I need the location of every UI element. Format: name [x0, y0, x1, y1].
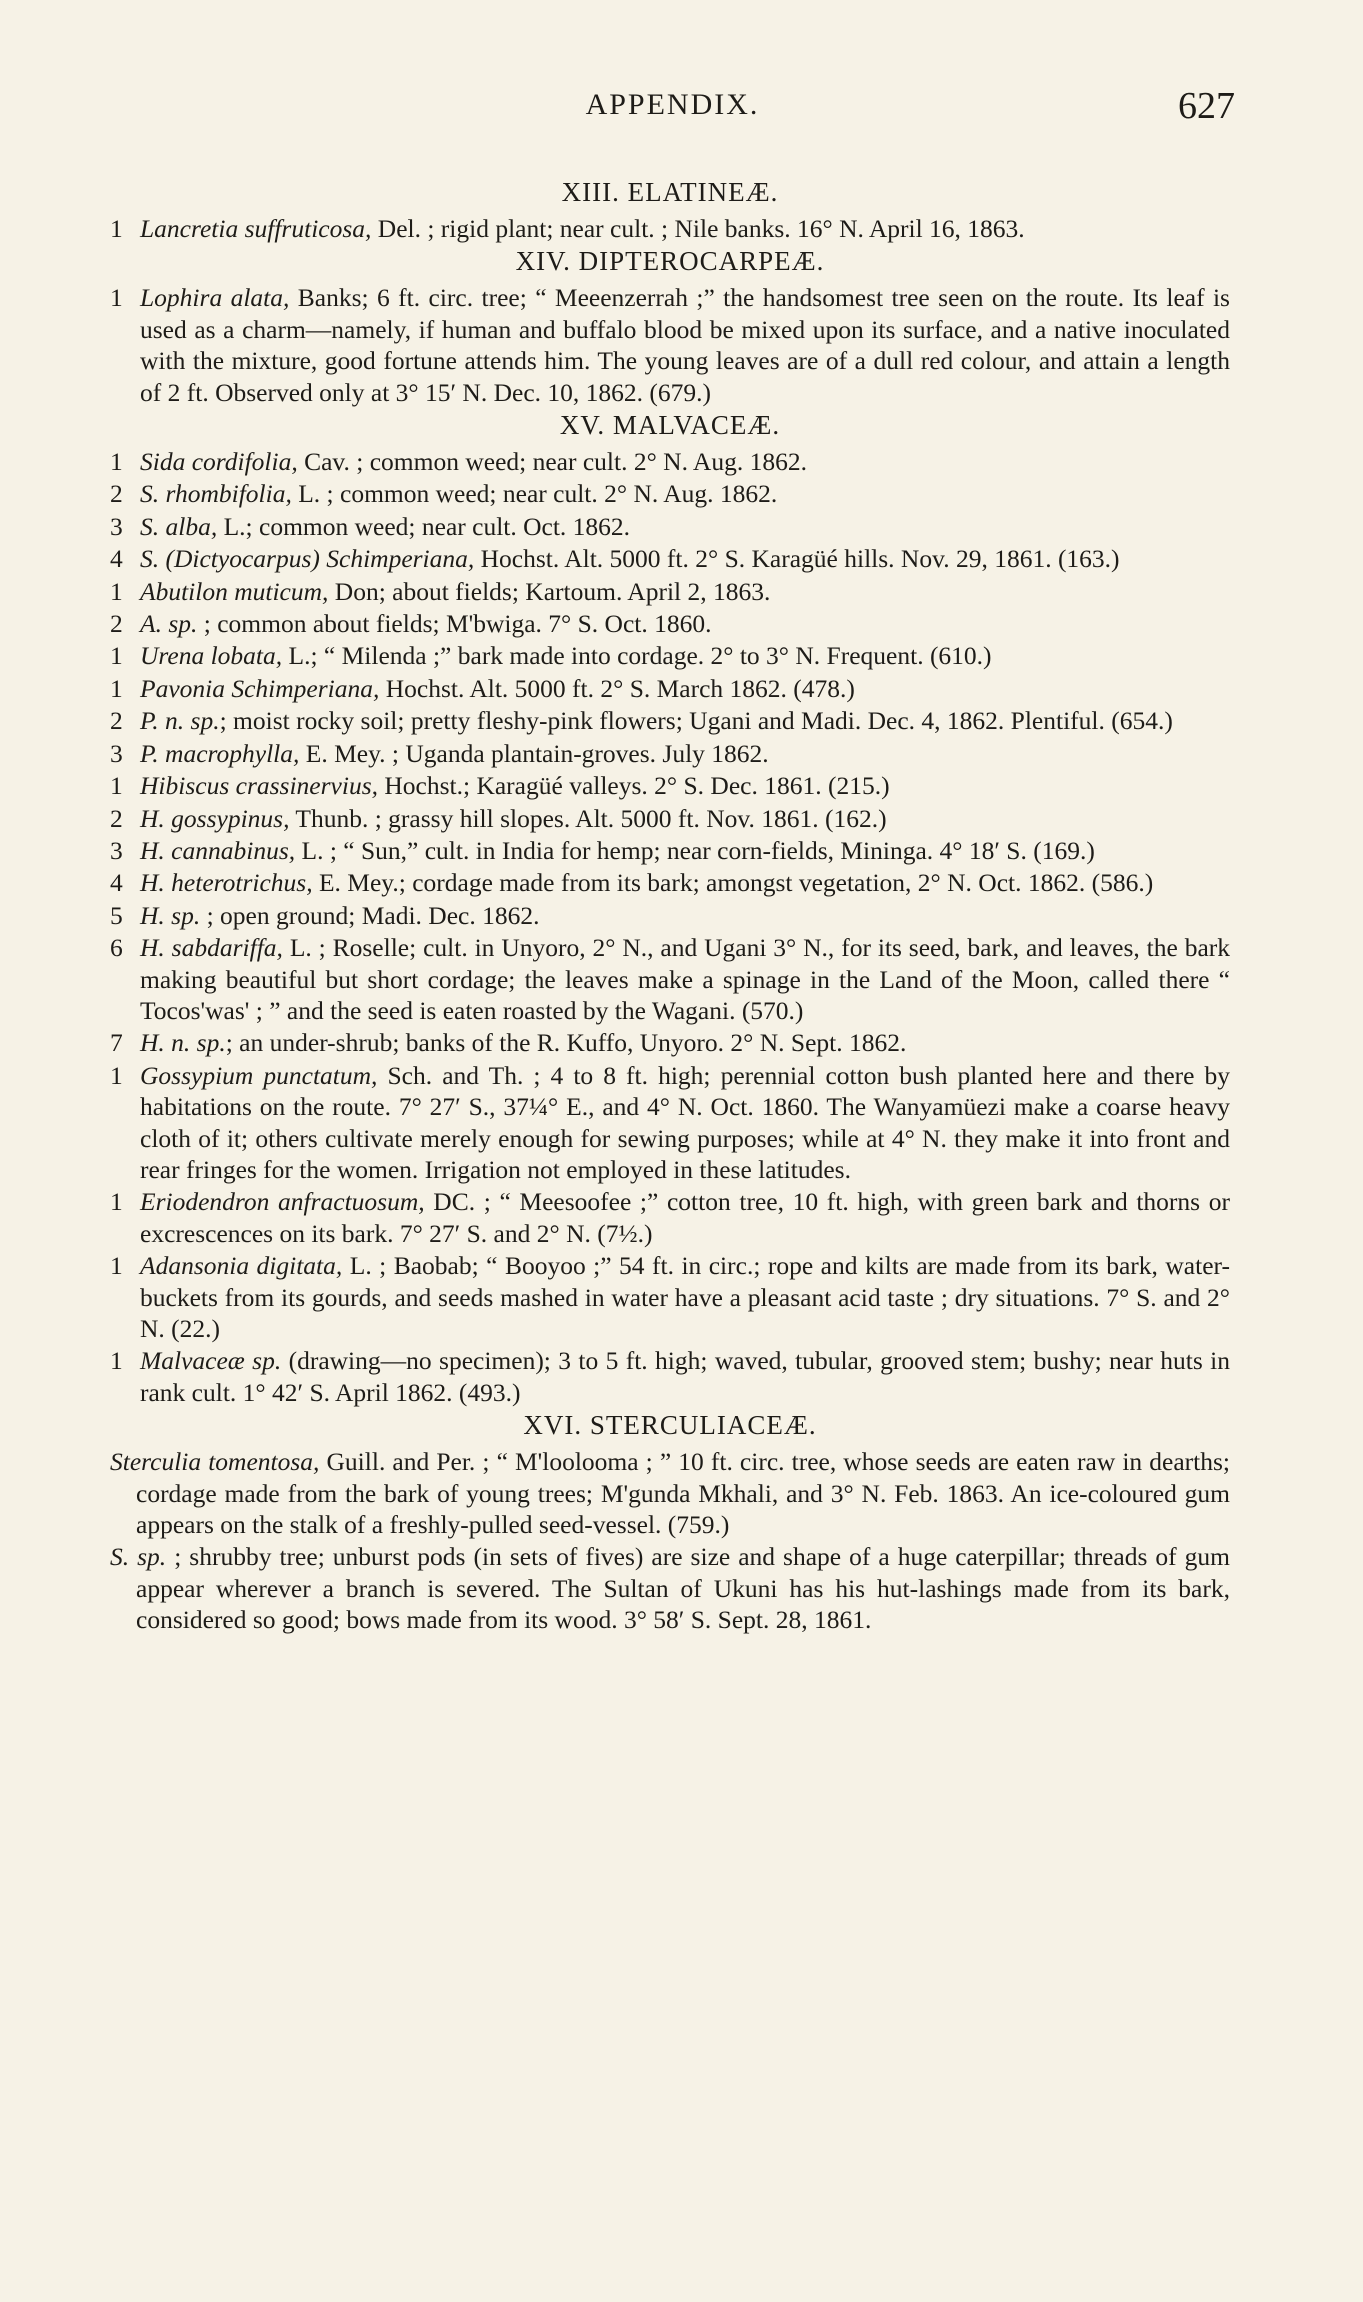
running-head: APPENDIX. [585, 88, 760, 121]
entry [110, 867, 1230, 898]
entry [110, 446, 1230, 477]
species-name: Lancretia suffruticosa, [140, 214, 372, 243]
entry-text [140, 1027, 1230, 1058]
entry-description: L.; “ Milenda ;” bark made into cordage. 2° to 3° N. Frequent. (610.) [282, 641, 992, 671]
species-name: P. macrophylla, [140, 738, 300, 768]
entry [110, 1250, 1230, 1344]
entry [110, 282, 1230, 408]
entry [110, 932, 1230, 1026]
entry-text [140, 608, 1230, 639]
entry-text [140, 478, 1230, 509]
species-name: Hibiscus crassinervius, [140, 771, 378, 801]
species-name: Abutilon muticum, [140, 576, 329, 606]
entry [110, 738, 1230, 769]
entry-description: L. ; “ Sun,” cult. in India for hemp; near corn-fields, Mininga. 4° 18′ S. (169.) [295, 835, 1095, 865]
entry-text [140, 803, 1230, 834]
entry-number: 4 [110, 544, 123, 574]
species-name: Sida cordifolia, [140, 447, 298, 477]
entry-number: 5 [110, 900, 123, 930]
entry-text [140, 640, 1230, 671]
entry-number: 6 [110, 933, 123, 963]
entry-number: 2 [110, 706, 123, 736]
entry-text [140, 446, 1230, 477]
entry [110, 770, 1230, 801]
entry-description: ; moist rocky soil; pretty fleshy-pink flowers; Ugani and Madi. Dec. 4, 1862. Plentiful. (654.) [219, 706, 1173, 736]
entry-text [140, 576, 1230, 607]
entry-text [140, 1060, 1230, 1186]
entry-description: Don; about fields; Kartoum. April 2, 1863. [328, 576, 771, 606]
entry-number: 1 [110, 1187, 123, 1217]
section [110, 176, 1230, 244]
entry-text [140, 705, 1230, 736]
entry-description: E. Mey.; cordage made from its bark; amongst vegetation, 2° N. Oct. 1862. (586.) [312, 868, 1154, 898]
entry-text [140, 282, 1230, 408]
entry-number: 1 [110, 1346, 123, 1376]
entry-text [110, 1541, 1230, 1635]
entry [110, 673, 1230, 704]
entry-number: 1 [110, 771, 123, 801]
species-name: Gossypium punctatum, [140, 1060, 378, 1090]
entry-text [140, 511, 1230, 542]
entry-text [140, 1250, 1230, 1344]
species-name: Urena lobata, [140, 641, 283, 671]
entry-description: Cav. ; common weed; near cult. 2° N. Aug. 1862. [297, 447, 807, 477]
entry-description: Sch. and Th. ; 4 to 8 ft. high; perennial cotton bush planted here and there by habitations on the route. 7° 27′ S., 37¼° E., and 4° N. Oct. 1860. The Wanyamüezi make a coarse heavy cloth of it; others cultivate merely enough for sewing purposes; while at 4° N. they make it into front and rear fringes for the women. Irrigation not employed in these latitudes. [140, 1060, 1231, 1184]
species-name: Adansonia digitata, [140, 1251, 343, 1281]
species-name: H. sp. [140, 900, 201, 930]
entry [110, 1345, 1230, 1408]
entry-description: Thunb. ; grassy hill slopes. Alt. 5000 ft. Nov. 1861. (162.) [289, 803, 887, 833]
entry [110, 213, 1230, 244]
entry-description: Hochst.; Karagüé valleys. 2° S. Dec. 1861. (215.) [378, 771, 890, 801]
entry-text [110, 1446, 1230, 1540]
entry-number: 1 [110, 641, 123, 671]
entry-description: L. ; Roselle; cult. in Unyoro, 2° N., and Ugani 3° N., for its seed, bark, and leaves, the bark making beautiful but short cordage; the leaves make a spinage in the Land of the Moon, called there “ Tocos'was' ; ” and the seed is eaten roasted by the Wagani. (570.) [140, 933, 1230, 1025]
entry [110, 1027, 1230, 1058]
entry-number: 1 [110, 214, 123, 243]
entry-number: 2 [110, 609, 123, 639]
species-name: Lophira alata, [140, 283, 290, 313]
species-name: A. sp. [140, 609, 198, 639]
entry-description: Hochst. Alt. 5000 ft. 2° S. March 1862. (478.) [379, 673, 855, 703]
entry-text [140, 543, 1230, 574]
section-title: XIII. ELATINEÆ. [561, 177, 779, 207]
entry [110, 1186, 1230, 1249]
species-name: H. heterotrichus, [140, 868, 313, 898]
species-name: S. rhombifolia, [140, 479, 292, 509]
entry [110, 543, 1230, 574]
page-header [110, 85, 1235, 138]
entry-description: ; shrubby tree; unburst pods (in sets of fives) are size and shape of a huge caterpillar; threads of gum appear wherever a branch is severed. The Sultan of Ukuni has his hut-lashings made from its bark, considered so good; bows made from its wood. 3° 58′ S. Sept. 28, 1861. [136, 1542, 1230, 1635]
entry [110, 705, 1230, 736]
entry-description: Banks; 6 ft. circ. tree; “ Meeenzerrah ;” the handsomest tree seen on the route. Its leaf is used as a charm—namely, if human and buffalo blood be mixed upon its surface, and a native inoculated with the mixture, good fortune attends him. The young leaves are of a dull red colour, and attain a length of 2 ft. Observed only at 3° 15′ N. Dec. 10, 1862. (679.) [140, 283, 1230, 407]
entry [110, 608, 1230, 639]
entry-number: 1 [110, 283, 123, 313]
species-name: Sterculia tomentosa, [110, 1447, 320, 1477]
entry-number: 1 [110, 576, 123, 606]
section [110, 409, 1230, 1408]
entry-description: Hochst. Alt. 5000 ft. 2° S. Karagüé hills. Nov. 29, 1861. (163.) [474, 544, 1120, 574]
species-name: Eriodendron anfractuosum, [140, 1187, 425, 1217]
entry-number: 4 [110, 868, 123, 898]
entry-description: Guill. and Per. ; “ M'loolooma ; ” 10 ft. circ. tree, whose seeds are eaten raw in dearths; cordage made from the bark of young trees; M'gunda Mkhali, and 3° N. Feb. 1863. An ice-coloured gum appears on the stalk of a freshly-pulled seed-vessel. (759.) [136, 1447, 1230, 1540]
entry-text [140, 900, 1230, 931]
species-name: Malvaceæ sp. [140, 1346, 282, 1376]
entry-description: ; common about fields; M'bwiga. 7° S. Oct. 1860. [197, 609, 712, 639]
entry-text [140, 213, 1230, 244]
species-name: P. n. sp. [140, 706, 220, 736]
page-number: 627 [1178, 85, 1235, 127]
entry-text [140, 673, 1230, 704]
species-name: H. cannabinus, [140, 835, 296, 865]
entry [110, 1446, 1230, 1540]
entry-number: 1 [110, 447, 123, 477]
entry-number: 3 [110, 738, 123, 768]
entry-description: E. Mey. ; Uganda plantain-groves. July 1862. [299, 738, 769, 768]
species-name: H. n. sp. [140, 1028, 226, 1058]
entry [110, 900, 1230, 931]
section-title: XVI. STERCULIACEÆ. [523, 1410, 817, 1441]
page-body [110, 176, 1230, 1637]
species-name: S. alba, [140, 511, 218, 541]
entry-text [140, 770, 1230, 801]
entry-number: 3 [110, 835, 123, 865]
entry-number: 1 [110, 1060, 123, 1090]
entry-description: L.; common weed; near cult. Oct. 1862. [217, 511, 631, 541]
entry [110, 803, 1230, 834]
entry-description: ; an under-shrub; banks of the R. Kuffo, Unyoro. 2° N. Sept. 1862. [225, 1028, 907, 1058]
entry [110, 1541, 1230, 1635]
entry-text [140, 932, 1230, 1026]
entry [110, 1060, 1230, 1186]
section [110, 1409, 1230, 1635]
species-name: Pavonia Schimperiana, [140, 673, 380, 703]
entry-description: Del. ; rigid plant; near cult. ; Nile banks. 16° N. April 16, 1863. [371, 214, 1025, 243]
entry-number: 2 [110, 803, 123, 833]
entry-text [140, 835, 1230, 866]
species-name: S. sp. [110, 1542, 167, 1572]
entry-number: 2 [110, 479, 123, 509]
entry-description: ; open ground; Madi. Dec. 1862. [200, 900, 540, 930]
entry-number: 1 [110, 673, 123, 703]
entry-description: DC. ; “ Meesoofee ;” cotton tree, 10 ft. high, with green bark and thorns or excrescences on its bark. 7° 27′ S. and 2° N. (7½.) [140, 1187, 1230, 1248]
entry [110, 835, 1230, 866]
section-title: XV. MALVACEÆ. [559, 410, 781, 441]
entry-number: 3 [110, 511, 123, 541]
entry-text [140, 738, 1230, 769]
entry-description: L. ; common weed; near cult. 2° N. Aug. 1862. [291, 479, 778, 509]
entry-description: L. ; Baobab; “ Booyoo ;” 54 ft. in circ.; rope and kilts are made from its bark, water-buckets from its gourds, and seeds mashed in water have a pleasant acid taste ; dry situations. 7° S. and 2° N. (22.) [140, 1251, 1230, 1343]
entry-number: 1 [110, 1251, 123, 1281]
section [110, 245, 1230, 408]
entry-number: 7 [110, 1028, 123, 1058]
entry [110, 478, 1230, 509]
section-title: XIV. DIPTEROCARPEÆ. [515, 246, 825, 277]
entry-text [140, 867, 1230, 898]
species-name: H. gossypinus, [140, 803, 290, 833]
entry [110, 576, 1230, 607]
entry [110, 640, 1230, 671]
entry-description: (drawing—no specimen); 3 to 5 ft. high; waved, tubular, grooved stem; bushy; near huts in rank cult. 1° 42′ S. April 1862. (493.) [140, 1346, 1230, 1407]
entry-text [140, 1345, 1230, 1408]
species-name: H. sabdariffa, [140, 933, 283, 963]
entry-text [140, 1186, 1230, 1249]
entry [110, 511, 1230, 542]
species-name: S. (Dictyocarpus) Schimperiana, [140, 544, 475, 574]
